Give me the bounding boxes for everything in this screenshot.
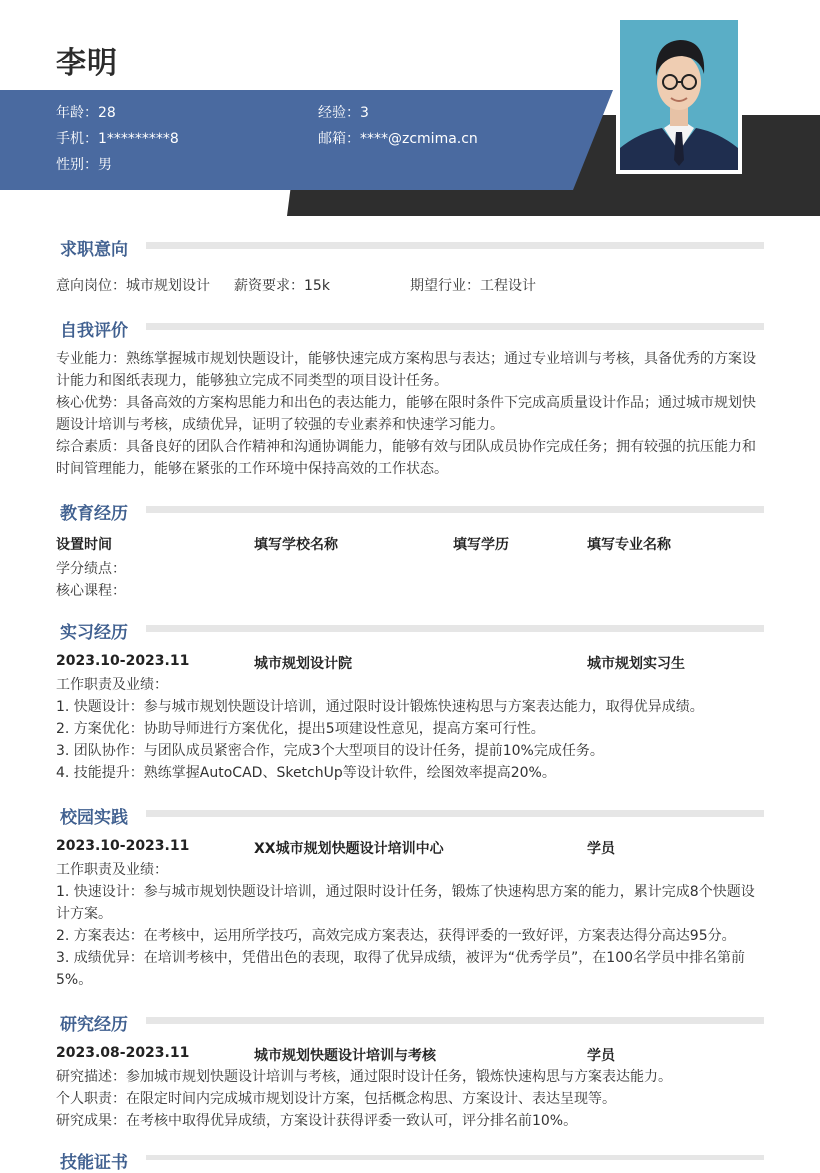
email-field: 邮箱：****@zcmima.cn — [318, 131, 478, 147]
text-line: 1. 快速设计：参与城市规划快题设计培训，通过限时设计任务，锻炼了快速构思方案的能力，累计完成8个快题设 — [56, 884, 755, 900]
text-line: 3. 成绩优异：在培训考核中，凭借出色的表现，取得了优异成绩，被评为“优秀学员”，在100名学员中排名第前 — [56, 950, 746, 966]
internship-role: 城市规划实习生 — [587, 656, 685, 672]
campus-org: XX城市规划快题设计培训中心 — [254, 841, 444, 857]
internship-time: 2023.10-2023.11 — [56, 653, 190, 669]
section-divider — [146, 625, 764, 632]
age-field: 年龄：28 — [56, 105, 116, 121]
education-major: 填写专业名称 — [587, 537, 671, 553]
text-line: 4. 技能提升：熟练掌握AutoCAD、SketchUp等设计软件，绘图效率提高20%。 — [56, 765, 556, 781]
education-gpa: 学分绩点： — [56, 561, 126, 577]
intent-salary: 薪资要求：15k — [234, 278, 330, 294]
education-school: 填写学校名称 — [254, 537, 338, 553]
text-line: 时间管理能力，能够在紧张的工作环境中保持高效的工作状态。 — [56, 461, 448, 477]
campus-time: 2023.10-2023.11 — [56, 838, 190, 854]
internship-details — [56, 674, 766, 784]
section-divider — [146, 1017, 764, 1024]
text-line: 工作职责及业绩： — [56, 862, 168, 878]
profile-photo-frame — [616, 16, 742, 174]
text-line: 研究描述：参加城市规划快题设计培训与考核，通过限时设计任务，锻炼快速构思与方案表达能力。 — [56, 1069, 672, 1085]
education-time: 设置时间 — [56, 537, 112, 553]
section-title-education: 教育经历 — [60, 504, 128, 524]
text-line: 计方案。 — [56, 906, 112, 922]
avatar-portrait-icon — [620, 20, 738, 170]
self-eval-text — [56, 348, 766, 480]
section-divider — [146, 506, 764, 513]
text-line: 2. 方案表达：在考核中，运用所学技巧，高效完成方案表达，获得评委的一致好评，方案表达得分高达95分。 — [56, 928, 736, 944]
text-line: 专业能力：熟练掌握城市规划快题设计，能够快速完成方案构思与表达；通过专业培训与考核，具备优秀的方案设 — [56, 351, 756, 367]
education-courses: 核心课程： — [56, 583, 126, 599]
research-org: 城市规划快题设计培训与考核 — [254, 1048, 436, 1064]
text-line: 题设计培训与考核，成绩优异，证明了较强的专业素养和快速学习能力。 — [56, 417, 504, 433]
section-title-internship: 实习经历 — [60, 623, 128, 643]
campus-role: 学员 — [587, 841, 615, 857]
text-line: 5%。 — [56, 972, 93, 988]
text-line: 计能力和图纸表现力，能够独立完成不同类型的项目设计任务。 — [56, 373, 448, 389]
text-line: 研究成果：在考核中取得优异成绩，方案设计获得评委一致认可，评分排名前10%。 — [56, 1113, 578, 1129]
section-divider — [146, 1155, 764, 1160]
intent-position: 意向岗位：城市规划设计 — [56, 278, 210, 294]
section-title-intent: 求职意向 — [60, 240, 128, 260]
campus-details — [56, 859, 766, 991]
section-divider — [146, 810, 764, 817]
section-divider — [146, 242, 764, 249]
text-line: 核心优势：具备高效的方案构思能力和出色的表达能力，能够在限时条件下完成高质量设计作品；通过城市规划快 — [56, 395, 756, 411]
internship-org: 城市规划设计院 — [254, 656, 352, 672]
section-title-self-eval: 自我评价 — [60, 321, 128, 341]
profile-photo — [620, 20, 738, 170]
candidate-name: 李明 — [56, 46, 118, 81]
research-time: 2023.08-2023.11 — [56, 1045, 190, 1061]
education-degree: 填写学历 — [453, 537, 509, 553]
text-line: 工作职责及业绩： — [56, 677, 168, 693]
text-line: 2. 方案优化：协助导师进行方案优化，提出5项建设性意见，提高方案可行性。 — [56, 721, 545, 737]
text-line: 个人职责：在限定时间内完成城市规划设计方案，包括概念构思、方案设计、表达呈现等。 — [56, 1091, 616, 1107]
section-title-skills: 技能证书 — [60, 1153, 128, 1173]
research-role: 学员 — [587, 1048, 615, 1064]
intent-industry: 期望行业：工程设计 — [410, 278, 536, 294]
text-line: 3. 团队协作：与团队成员紧密合作，完成3个大型项目的设计任务，提前10%完成任务。 — [56, 743, 604, 759]
section-title-research: 研究经历 — [60, 1015, 128, 1035]
experience-field: 经验：3 — [318, 105, 369, 121]
research-details — [56, 1066, 766, 1132]
section-divider — [146, 323, 764, 330]
gender-field: 性别：男 — [56, 157, 112, 173]
text-line: 1. 快题设计：参与城市规划快题设计培训，通过限时设计锻炼快速构思与方案表达能力，取得优异成绩。 — [56, 699, 704, 715]
resume-header — [0, 0, 820, 220]
section-title-campus: 校园实践 — [60, 808, 128, 828]
phone-field: 手机：1*********8 — [56, 131, 179, 147]
text-line: 综合素质：具备良好的团队合作精神和沟通协调能力，能够有效与团队成员协作完成任务；拥有较强的抗压能力和 — [56, 439, 756, 455]
